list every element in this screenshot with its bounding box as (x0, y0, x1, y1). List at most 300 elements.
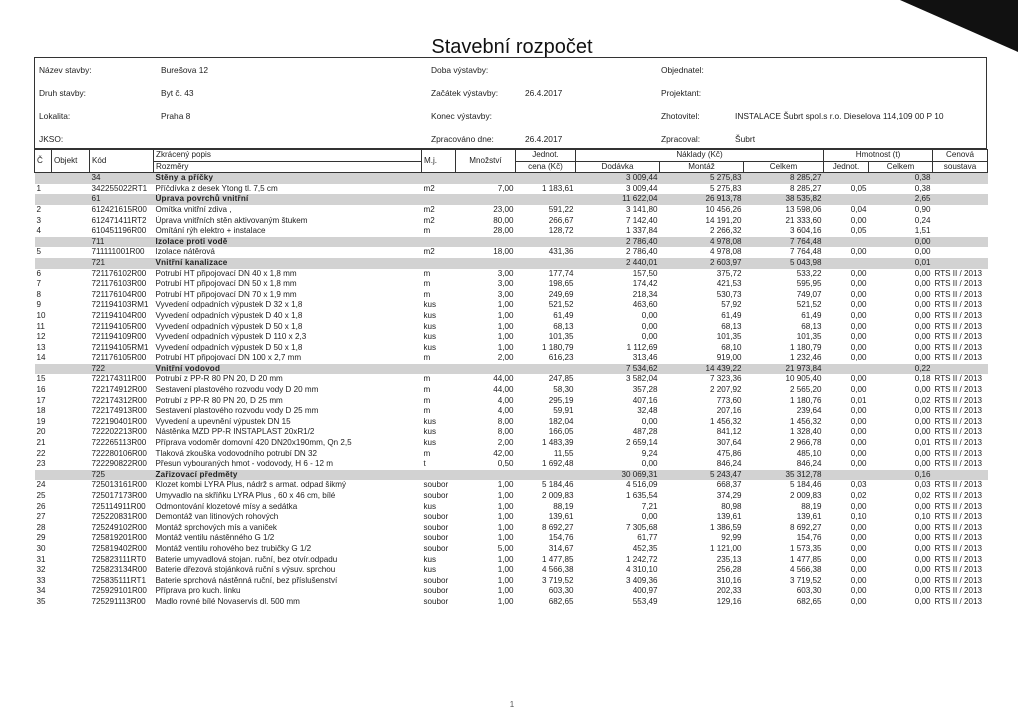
cell-dodavka: 2 659,14 (625, 438, 658, 448)
label: Objednatel: (661, 65, 704, 75)
cell-mj (422, 237, 456, 248)
cell-objekt (52, 502, 90, 513)
cell-c: 28 (36, 522, 46, 532)
cell-popis: Nástěnka MZD PP-R INSTAPLAST 20xR1/2 (155, 427, 315, 437)
cell-c: 19 (36, 416, 46, 426)
cell-mnozstvi: 4,00 (497, 395, 514, 405)
cell-h-celkem: 0,10 (914, 512, 931, 522)
cell-popis: Vnitřní vodovod (154, 364, 422, 375)
cell-dodavka: 357,28 (632, 385, 658, 395)
cell-cena (516, 364, 576, 375)
cell-popis: Baterie sprchová nástěnná ruční, bez příslušenství (155, 575, 338, 585)
header-row-4 (35, 127, 986, 150)
cell-celkem: 2 565,20 (789, 385, 822, 395)
cell-kod: 725819402R00 (91, 543, 147, 553)
cell-dodavka: 0,00 (641, 321, 658, 331)
cell-dodavka: 61,77 (637, 533, 658, 543)
cell-objekt (52, 364, 90, 375)
section-row (35, 173, 988, 184)
cell-popis: Úprava vnitřních stěn aktivovaným štukem (155, 215, 308, 225)
cell-c (35, 258, 52, 269)
cell-popis: Potrubí HT připojovací DN 100 x 2,7 mm (155, 353, 302, 363)
cell-c: 25 (36, 491, 46, 500)
cell-montaz: 101,35 (716, 332, 742, 342)
cell-montaz: 2 603,97 (660, 258, 744, 269)
cell-mj: m (423, 268, 431, 278)
table-row (35, 502, 988, 513)
cell-kod: 722290822R00 (91, 459, 147, 469)
cell-montaz: 919,00 (716, 353, 742, 363)
cell-popis: Umyvadlo na skříňku LYRA Plus , 60 x 46 cm, bílé (155, 491, 336, 500)
cell-h-jednot: 0,00 (850, 406, 867, 416)
cell-mj: soubor (423, 480, 449, 490)
cell-kod: 722190401R00 (91, 416, 147, 426)
table-row (35, 226, 988, 237)
value: Praha 8 (161, 111, 191, 121)
cell-h-celkem: 0,02 (914, 395, 931, 405)
cell-soustava (933, 226, 988, 237)
cell-dodavka: 7 534,62 (576, 364, 660, 375)
cell-soustava (933, 205, 988, 216)
cell-mnozstvi: 42,00 (493, 448, 514, 458)
cell-montaz: 1 456,32 (709, 416, 742, 426)
cell-mj: m2 (423, 204, 435, 214)
table-row (35, 332, 988, 343)
col-popis: Zkrácený popis (154, 150, 422, 162)
cell-mnozstvi: 1,00 (497, 310, 514, 320)
table-row (35, 300, 988, 311)
cell-mj: kus (423, 321, 437, 331)
cell-celkem: 7 764,48 (744, 237, 824, 248)
cell-c: 4 (36, 226, 42, 236)
cell-h-celkem: 0,00 (914, 596, 931, 606)
cell-soustava: RTS II / 2013 (934, 416, 983, 426)
cell-mj: m (423, 406, 431, 416)
table-row (35, 247, 988, 258)
cell-popis: Vnitřní kanalizace (154, 258, 422, 269)
cell-dodavka: 218,34 (632, 289, 658, 299)
cell-celkem: 139,61 (796, 512, 822, 522)
cell-h-celkem: 0,00 (914, 268, 931, 278)
cell-cena: 1 183,61 (541, 183, 574, 193)
cell-objekt (52, 576, 90, 587)
label: Začátek výstavby: (431, 88, 499, 98)
cell-soustava (933, 258, 988, 269)
cell-cena: 177,74 (548, 268, 574, 278)
cell-montaz: 1 121,00 (709, 543, 742, 553)
cell-mj: kus (423, 300, 437, 310)
col-mj: M.j. (422, 150, 456, 173)
cell-popis: Tlaková zkouška vodovodního potrubí DN 32 (155, 448, 318, 458)
cell-kod: 711 (90, 237, 154, 248)
cell-h-celkem: 0,22 (869, 364, 933, 375)
cell-h-celkem: 0,00 (914, 575, 931, 585)
cell-kod: 61 (90, 194, 154, 205)
value: Byt č. 43 (161, 88, 194, 98)
cell-montaz: 2 266,32 (709, 226, 742, 236)
cell-soustava: RTS II / 2013 (934, 279, 983, 289)
cell-cena: 88,19 (553, 501, 574, 511)
cell-h-celkem: 0,02 (914, 491, 931, 500)
cell-mnozstvi: 8,00 (497, 427, 514, 437)
table-row (35, 533, 988, 544)
cell-celkem: 68,13 (801, 321, 822, 331)
cell-objekt (52, 269, 90, 280)
cell-mnozstvi: 2,00 (497, 353, 514, 363)
cell-kod: 725 (90, 470, 154, 481)
cell-dodavka: 407,16 (632, 395, 658, 405)
cell-objekt (52, 396, 90, 407)
cell-soustava: RTS II / 2013 (934, 543, 983, 553)
cell-objekt (52, 374, 90, 385)
cell-objekt (52, 279, 90, 290)
cell-popis: Potrubí z PP-R 80 PN 20, D 20 mm (155, 374, 283, 384)
cell-mnozstvi: 1,00 (497, 342, 514, 352)
cell-kod: 725013161R00 (91, 480, 147, 490)
cell-mj (422, 470, 456, 481)
cell-dodavka: 32,48 (637, 406, 658, 416)
cell-dodavka: 3 141,80 (625, 204, 658, 214)
cell-kod: 725114911R00 (91, 501, 146, 511)
cell-popis: Vyvedení odpadních výpustek D 50 x 1,8 (155, 321, 303, 331)
cell-cena: 295,19 (548, 395, 574, 405)
cell-soustava: RTS II / 2013 (934, 310, 983, 320)
cell-mnozstvi (456, 364, 516, 375)
cell-mj: kus (423, 342, 437, 352)
col-soustava: soustava (933, 161, 988, 173)
cell-cena: 128,72 (548, 226, 574, 236)
label: Doba výstavby: (431, 65, 489, 75)
label: Název stavby: (39, 65, 92, 75)
cell-cena: 431,36 (548, 247, 574, 257)
cell-cena: 247,85 (548, 374, 574, 384)
cell-h-jednot: 0,00 (850, 522, 867, 532)
cell-celkem: 4 566,38 (789, 565, 822, 575)
cell-kod: 721194105RM1 (91, 342, 149, 352)
cell-kod: 721176104R00 (91, 289, 147, 299)
cell-celkem: 1 180,76 (789, 395, 822, 405)
cell-mnozstvi: 1,00 (497, 575, 514, 585)
cell-c: 33 (36, 575, 46, 585)
cell-kod: 721 (90, 258, 154, 269)
cell-montaz: 14 439,22 (660, 364, 744, 375)
cell-c: 24 (36, 480, 46, 490)
cell-mnozstvi: 3,00 (497, 268, 514, 278)
cell-soustava: RTS II / 2013 (934, 289, 983, 299)
cell-mnozstvi: 2,00 (497, 438, 514, 448)
cell-mnozstvi: 44,00 (493, 374, 514, 384)
cell-cena: 58,30 (553, 385, 574, 395)
cell-cena: 59,91 (553, 406, 574, 416)
cell-mj: m (423, 395, 431, 405)
cell-objekt (52, 311, 90, 322)
cell-mnozstvi: 1,00 (497, 512, 514, 522)
col-h-celkem: Celkem (869, 161, 933, 173)
cell-mj: kus (423, 332, 437, 342)
cell-mj: soubor (423, 586, 449, 596)
table-row (35, 438, 988, 449)
cell-cena: 1 477,85 (541, 554, 574, 564)
cell-popis: Potrubí HT připojovací DN 70 x 1,9 mm (155, 289, 297, 299)
cell-dodavka: 2 440,01 (576, 258, 660, 269)
cell-dodavka: 1 112,69 (626, 342, 658, 352)
cell-popis: Potrubí HT připojovací DN 40 x 1,8 mm (155, 268, 297, 278)
cell-montaz: 202,33 (716, 586, 742, 596)
cell-kod: 725220831R00 (91, 512, 147, 522)
cell-popis: Vyvedení odpadních výpustek D 40 x 1,8 (155, 310, 303, 320)
cell-celkem: 38 535,82 (744, 194, 824, 205)
cell-kod: 722174913R00 (91, 406, 147, 416)
cell-mj: soubor (423, 533, 449, 543)
cell-c: 6 (36, 268, 42, 278)
label: Konec výstavby: (431, 111, 492, 121)
section-row (35, 194, 988, 205)
cell-h-celkem: 0,16 (869, 470, 933, 481)
cell-h-jednot: 0,05 (850, 183, 867, 193)
cell-objekt (52, 300, 90, 311)
cell-soustava: RTS II / 2013 (934, 353, 983, 363)
cell-c: 10 (36, 310, 46, 320)
cell-c (35, 194, 52, 205)
col-kod: Kód (90, 150, 154, 173)
cell-cena (516, 470, 576, 481)
cell-h-celkem: 0,00 (914, 332, 931, 342)
cell-cena: 521,52 (548, 300, 574, 310)
cell-montaz: 4 978,08 (709, 247, 742, 257)
cell-soustava: RTS II / 2013 (934, 448, 983, 458)
cell-h-jednot (824, 194, 869, 205)
cell-celkem: 3 604,16 (789, 226, 822, 236)
cell-h-celkem: 0,01 (914, 438, 931, 448)
page-title: Stavební rozpočet (431, 36, 593, 58)
cell-celkem: 1 180,79 (789, 342, 822, 352)
cell-dodavka: 11 622,04 (576, 194, 660, 205)
value: 26.4.2017 (525, 134, 563, 144)
cell-mnozstvi: 1,00 (497, 586, 514, 596)
cell-mnozstvi (456, 470, 516, 481)
cell-mnozstvi: 1,00 (497, 522, 514, 532)
cell-h-celkem: 0,24 (914, 215, 931, 225)
cell-montaz: 530,73 (716, 289, 742, 299)
cell-h-celkem: 0,00 (914, 586, 931, 596)
cell-celkem: 1 232,46 (789, 353, 822, 363)
cell-cena (516, 173, 576, 184)
cell-popis: Omítání rýh elektro + instalace (155, 226, 266, 236)
cell-soustava: RTS II / 2013 (934, 332, 983, 342)
cell-c (35, 364, 52, 375)
cell-dodavka: 157,50 (632, 268, 658, 278)
cell-h-jednot (824, 470, 869, 481)
cell-kod: 722265113R00 (91, 438, 147, 448)
value: INSTALACE Šubrt spol.s r.o. Dieselova 114,109 00 P 10 (735, 111, 944, 121)
cell-c: 15 (36, 374, 46, 384)
cell-c: 35 (36, 596, 46, 606)
cell-celkem: 846,24 (796, 459, 822, 469)
cell-celkem: 21 973,84 (744, 364, 824, 375)
cell-h-celkem: 0,38 (869, 173, 933, 184)
cell-cena: 603,30 (548, 586, 574, 596)
table-row (35, 385, 988, 396)
cell-dodavka: 1 242,72 (625, 554, 658, 564)
cell-dodavka: 0,00 (641, 512, 658, 522)
cell-montaz: 4 978,08 (660, 237, 744, 248)
cell-cena: 266,67 (548, 215, 574, 225)
cell-mnozstvi (456, 173, 516, 184)
page-number: 1 (509, 700, 515, 709)
cell-h-jednot: 0,00 (850, 385, 867, 395)
cell-dodavka: 2 786,40 (576, 237, 660, 248)
cell-celkem: 3 719,52 (789, 575, 822, 585)
cell-soustava (933, 173, 988, 184)
cell-celkem: 1 328,40 (789, 427, 822, 437)
cell-h-jednot: 0,00 (850, 215, 867, 225)
cell-popis: Vyvedení odpadních výpustek D 110 x 2,3 (155, 332, 307, 342)
cell-soustava (933, 216, 988, 227)
cell-mj: t (423, 459, 426, 469)
cell-c: 31 (36, 554, 46, 564)
cell-h-jednot: 0,00 (850, 438, 867, 448)
cell-montaz: 475,86 (716, 448, 742, 458)
cell-celkem: 2 966,78 (789, 438, 822, 448)
cell-mnozstvi: 80,00 (493, 215, 514, 225)
col-rozmery: Rozměry (154, 161, 422, 173)
cell-h-jednot (824, 258, 869, 269)
cell-h-jednot: 0,00 (850, 289, 867, 299)
cell-montaz: 421,53 (716, 279, 742, 289)
cell-cena: 182,04 (548, 416, 574, 426)
section-row (35, 237, 988, 248)
cell-objekt (52, 258, 90, 269)
cell-h-celkem: 0,00 (914, 247, 931, 257)
cell-mj: kus (423, 501, 437, 511)
cell-h-celkem: 0,38 (914, 183, 931, 193)
cell-mj (422, 194, 456, 205)
cell-cena: 616,23 (548, 353, 574, 363)
cell-popis: Stěny a příčky (154, 173, 422, 184)
cell-celkem: 13 598,06 (785, 204, 822, 214)
cell-c: 32 (36, 565, 46, 575)
cell-celkem: 154,76 (796, 533, 822, 543)
cell-cena (516, 258, 576, 269)
cell-celkem: 1 456,32 (789, 416, 822, 426)
cell-cena: 5 184,46 (541, 480, 574, 490)
cell-mnozstvi: 1,00 (497, 533, 514, 543)
cell-mnozstvi: 1,00 (497, 554, 514, 564)
cell-kod: 725823134R00 (91, 565, 147, 575)
cell-soustava: RTS II / 2013 (934, 406, 983, 416)
header-row-2 (35, 81, 986, 104)
cell-popis: Demontáž van litinových rohových (155, 512, 279, 522)
cell-cena: 198,65 (548, 279, 574, 289)
table-row (35, 523, 988, 534)
cell-soustava: RTS II / 2013 (934, 268, 983, 278)
cell-kod: 722174912R00 (91, 385, 147, 395)
section-row (35, 470, 988, 481)
cell-h-jednot: 0,00 (850, 459, 867, 469)
cell-dodavka: 4 516,09 (625, 480, 658, 490)
cell-cena: 154,76 (548, 533, 574, 543)
table-row (35, 449, 988, 460)
cell-cena: 591,22 (548, 204, 574, 214)
cell-h-jednot: 0,00 (850, 427, 867, 437)
cell-cena: 2 009,83 (541, 491, 574, 500)
value: Burešova 12 (161, 65, 209, 75)
table-row (35, 216, 988, 227)
cell-h-jednot: 0,00 (850, 300, 867, 310)
cell-celkem: 682,65 (796, 596, 822, 606)
cell-h-jednot: 0,00 (850, 565, 867, 575)
cell-h-jednot: 0,00 (850, 554, 867, 564)
cell-soustava: RTS II / 2013 (934, 501, 983, 511)
cell-dodavka: 9,24 (641, 448, 658, 458)
cell-dodavka: 1 635,54 (625, 491, 658, 500)
label: Zhotovitel: (661, 111, 700, 121)
cell-mnozstvi: 23,00 (493, 204, 514, 214)
cell-soustava: RTS II / 2013 (934, 491, 983, 500)
cell-popis: Příprava pro kuch. linku (155, 586, 241, 596)
cell-kod: 722 (90, 364, 154, 375)
cell-mj: soubor (423, 575, 449, 585)
table-row (35, 427, 988, 438)
col-hmotnost: Hmotnost (t) (824, 150, 933, 162)
cell-h-jednot: 0,04 (850, 204, 867, 214)
cell-popis: Montáž ventilu rohového bez trubičky G 1/2 (155, 543, 312, 553)
cell-popis: Potrubí z PP-R 80 PN 20, D 25 mm (155, 395, 283, 405)
cell-mnozstvi: 1,00 (497, 491, 514, 500)
cell-h-jednot (824, 173, 869, 184)
cell-mj: m2 (423, 183, 435, 193)
cell-h-celkem: 0,00 (914, 406, 931, 416)
cell-soustava: RTS II / 2013 (934, 565, 983, 575)
cell-h-jednot: 0,00 (850, 501, 867, 511)
cell-h-celkem: 0,00 (914, 543, 931, 553)
cell-objekt (52, 332, 90, 343)
cell-mnozstvi: 5,00 (497, 543, 514, 553)
cell-objekt (52, 449, 90, 460)
cell-h-jednot: 0,00 (850, 247, 867, 257)
cell-h-jednot: 0,00 (850, 596, 867, 606)
cell-mnozstvi (456, 194, 516, 205)
cell-soustava: RTS II / 2013 (934, 342, 983, 352)
cell-popis: Příprava vodoměr domovní 420 DN20x190mm, Qn 2,5 (155, 438, 352, 448)
table-row (35, 322, 988, 333)
cell-objekt (52, 406, 90, 417)
cell-h-celkem: 0,00 (914, 522, 931, 532)
section-row (35, 258, 988, 269)
cell-h-celkem: 0,00 (914, 565, 931, 575)
cell-mj: m (423, 353, 431, 363)
cell-objekt (52, 184, 90, 195)
cell-c: 17 (36, 395, 46, 405)
cell-popis: Vyvedení odpadních výpustek D 32 x 1,8 (155, 300, 303, 310)
cell-mj: soubor (423, 491, 449, 500)
cell-popis: Izolace proti vodě (154, 237, 422, 248)
cell-montaz: 92,99 (721, 533, 742, 543)
cell-h-celkem: 0,01 (869, 258, 933, 269)
cell-cena: 166,05 (548, 427, 574, 437)
cell-h-jednot: 0,00 (850, 279, 867, 289)
cell-c: 9 (36, 300, 42, 310)
label: Zpracoval: (661, 134, 701, 144)
cell-montaz: 310,16 (716, 575, 742, 585)
cell-h-celkem: 0,00 (914, 427, 931, 437)
cell-dodavka: 0,00 (641, 332, 658, 342)
cell-c: 7 (36, 279, 42, 289)
col-objekt: Objekt (52, 150, 90, 173)
cell-mj: m2 (423, 215, 435, 225)
cell-kod: 722280106R00 (91, 448, 147, 458)
cell-montaz: 5 243,47 (660, 470, 744, 481)
